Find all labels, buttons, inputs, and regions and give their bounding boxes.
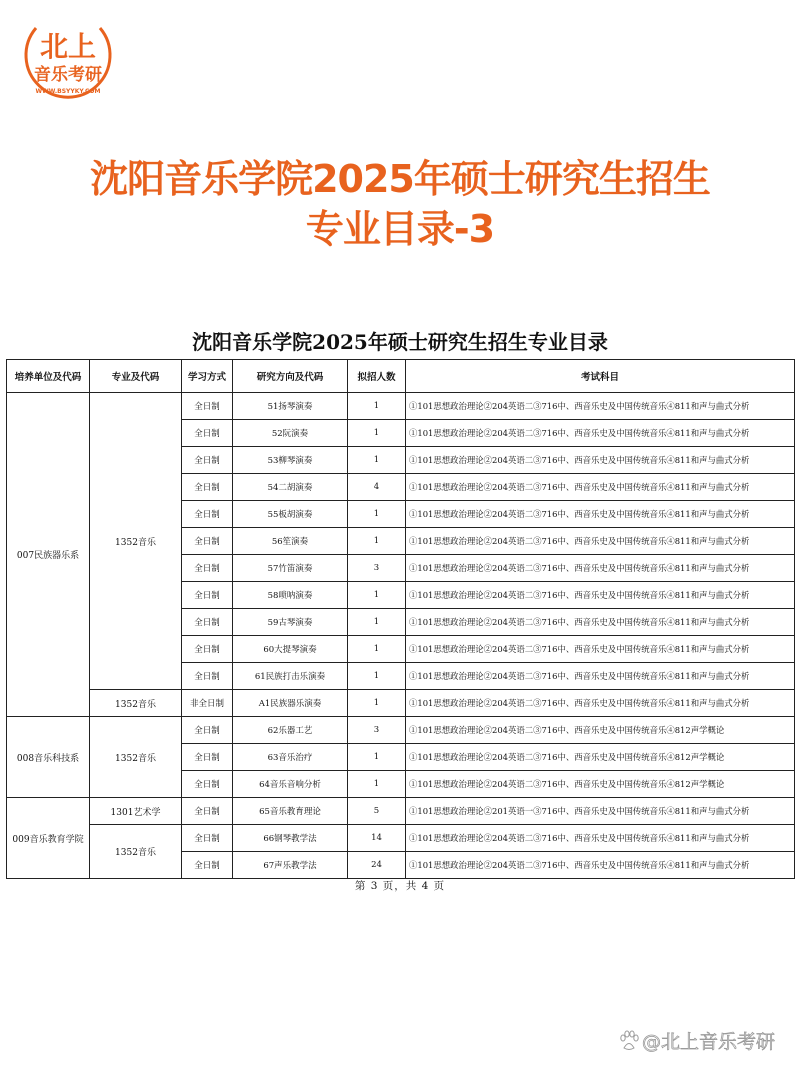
header-major: 专业及代码 [90, 360, 182, 393]
quota-cell: 1 [348, 609, 406, 636]
hero-title-line1: 沈阳音乐学院2025年硕士研究生招生 [90, 157, 710, 201]
mode-cell: 全日制 [182, 447, 233, 474]
major-cell: 1352音乐 [90, 717, 182, 798]
header-quota: 拟招人数 [348, 360, 406, 393]
direction-cell: 57竹笛演奏 [233, 555, 348, 582]
table-row [7, 798, 795, 825]
direction-cell: 61民族打击乐演奏 [233, 663, 348, 690]
major-cell: 1352音乐 [90, 825, 182, 879]
mode-cell: 全日制 [182, 609, 233, 636]
direction-cell: 62乐器工艺 [233, 717, 348, 744]
mode-cell: 全日制 [182, 771, 233, 798]
exam-cell: ①101思想政治理论②204英语二③716中、西音乐史及中国传统音乐④811和声与曲式分析 [406, 420, 795, 447]
exam-cell: ①101思想政治理论②204英语二③716中、西音乐史及中国传统音乐④811和声与曲式分析 [406, 609, 795, 636]
unit-cell: 007民族器乐系 [7, 393, 90, 717]
quota-cell: 4 [348, 474, 406, 501]
unit-cell: 008音乐科技系 [7, 717, 90, 798]
quota-cell: 3 [348, 717, 406, 744]
catalog-table [6, 359, 795, 879]
quota-cell: 1 [348, 447, 406, 474]
exam-cell: ①101思想政治理论②204英语二③716中、西音乐史及中国传统音乐④811和声与曲式分析 [406, 501, 795, 528]
header-unit: 培养单位及代码 [7, 360, 90, 393]
mode-cell: 全日制 [182, 852, 233, 879]
mode-cell: 全日制 [182, 825, 233, 852]
watermark [618, 1027, 775, 1054]
table-row [7, 690, 795, 717]
exam-cell: ①101思想政治理论②204英语二③716中、西音乐史及中国传统音乐④811和声与曲式分析 [406, 393, 795, 420]
quota-cell: 1 [348, 528, 406, 555]
hero-title-line2: 专业目录-3 [305, 207, 495, 251]
mode-cell: 全日制 [182, 717, 233, 744]
direction-cell: 54二胡演奏 [233, 474, 348, 501]
mode-cell: 全日制 [182, 636, 233, 663]
direction-cell: 52阮演奏 [233, 420, 348, 447]
mode-cell: 全日制 [182, 555, 233, 582]
quota-cell: 5 [348, 798, 406, 825]
quota-cell: 1 [348, 744, 406, 771]
table-row [7, 717, 795, 744]
exam-cell: ①101思想政治理论②204英语二③716中、西音乐史及中国传统音乐④812声学概论 [406, 744, 795, 771]
mode-cell: 全日制 [182, 582, 233, 609]
mode-cell: 全日制 [182, 393, 233, 420]
direction-cell: 53柳琴演奏 [233, 447, 348, 474]
brand-logo [18, 10, 118, 102]
major-cell: 1301艺术学 [90, 798, 182, 825]
quota-cell: 1 [348, 501, 406, 528]
quota-cell: 1 [348, 663, 406, 690]
quota-cell: 1 [348, 582, 406, 609]
exam-cell: ①101思想政治理论②204英语二③716中、西音乐史及中国传统音乐④811和声与曲式分析 [406, 852, 795, 879]
quota-cell: 1 [348, 420, 406, 447]
exam-cell: ①101思想政治理论②204英语二③716中、西音乐史及中国传统音乐④811和声与曲式分析 [406, 825, 795, 852]
table-header-row [7, 360, 795, 393]
exam-cell: ①101思想政治理论②204英语二③716中、西音乐史及中国传统音乐④811和声与曲式分析 [406, 582, 795, 609]
unit-cell: 009音乐教育学院 [7, 798, 90, 879]
table-row [7, 393, 795, 420]
direction-cell: 66钢琴教学法 [233, 825, 348, 852]
header-direction: 研究方向及代码 [233, 360, 348, 393]
mode-cell: 全日制 [182, 474, 233, 501]
mode-cell: 全日制 [182, 744, 233, 771]
mode-cell: 全日制 [182, 663, 233, 690]
mode-cell: 全日制 [182, 798, 233, 825]
direction-cell: A1民族器乐演奏 [233, 690, 348, 717]
direction-cell: 60大提琴演奏 [233, 636, 348, 663]
table-row [7, 825, 795, 852]
quota-cell: 1 [348, 393, 406, 420]
exam-cell: ①101思想政治理论②204英语二③716中、西音乐史及中国传统音乐④811和声与曲式分析 [406, 636, 795, 663]
direction-cell: 64音乐音响分析 [233, 771, 348, 798]
logo-line2: 音乐考研 [34, 65, 102, 85]
exam-cell: ①101思想政治理论②204英语二③716中、西音乐史及中国传统音乐④811和声与曲式分析 [406, 474, 795, 501]
exam-cell: ①101思想政治理论②204英语二③716中、西音乐史及中国传统音乐④811和声与曲式分析 [406, 690, 795, 717]
exam-cell: ①101思想政治理论②204英语二③716中、西音乐史及中国传统音乐④811和声与曲式分析 [406, 555, 795, 582]
direction-cell: 51扬琴演奏 [233, 393, 348, 420]
direction-cell: 56笙演奏 [233, 528, 348, 555]
header-mode: 学习方式 [182, 360, 233, 393]
logo-url: WWW.BSYYKY.COM [35, 88, 101, 95]
mode-cell: 全日制 [182, 528, 233, 555]
exam-cell: ①101思想政治理论②201英语一③716中、西音乐史及中国传统音乐④811和声与曲式分析 [406, 798, 795, 825]
quota-cell: 1 [348, 771, 406, 798]
logo-circle-icon [18, 10, 118, 102]
direction-cell: 63音乐治疗 [233, 744, 348, 771]
exam-cell: ①101思想政治理论②204英语二③716中、西音乐史及中国传统音乐④811和声与曲式分析 [406, 528, 795, 555]
header-exam: 考试科目 [406, 360, 795, 393]
document-title: 沈阳音乐学院2025年硕士研究生招生专业目录 [192, 330, 608, 354]
exam-cell: ①101思想政治理论②204英语二③716中、西音乐史及中国传统音乐④812声学概论 [406, 771, 795, 798]
quota-cell: 1 [348, 636, 406, 663]
baidu-paw-icon [618, 1030, 640, 1052]
mode-cell: 非全日制 [182, 690, 233, 717]
direction-cell: 67声乐教学法 [233, 852, 348, 879]
mode-cell: 全日制 [182, 501, 233, 528]
direction-cell: 59古琴演奏 [233, 609, 348, 636]
direction-cell: 58唢呐演奏 [233, 582, 348, 609]
exam-cell: ①101思想政治理论②204英语二③716中、西音乐史及中国传统音乐④811和声与曲式分析 [406, 663, 795, 690]
mode-cell: 全日制 [182, 420, 233, 447]
quota-cell: 3 [348, 555, 406, 582]
direction-cell: 65音乐教育理论 [233, 798, 348, 825]
quota-cell: 1 [348, 690, 406, 717]
direction-cell: 55板胡演奏 [233, 501, 348, 528]
page-indicator: 第 3 页，共 4 页 [354, 880, 446, 892]
logo-line1: 北上 [39, 30, 97, 63]
quota-cell: 24 [348, 852, 406, 879]
watermark-text: @北上音乐考研 [642, 1031, 776, 1053]
exam-cell: ①101思想政治理论②204英语二③716中、西音乐史及中国传统音乐④812声学概论 [406, 717, 795, 744]
major-cell: 1352音乐 [90, 393, 182, 690]
major-cell: 1352音乐 [90, 690, 182, 717]
quota-cell: 14 [348, 825, 406, 852]
exam-cell: ①101思想政治理论②204英语二③716中、西音乐史及中国传统音乐④811和声与曲式分析 [406, 447, 795, 474]
